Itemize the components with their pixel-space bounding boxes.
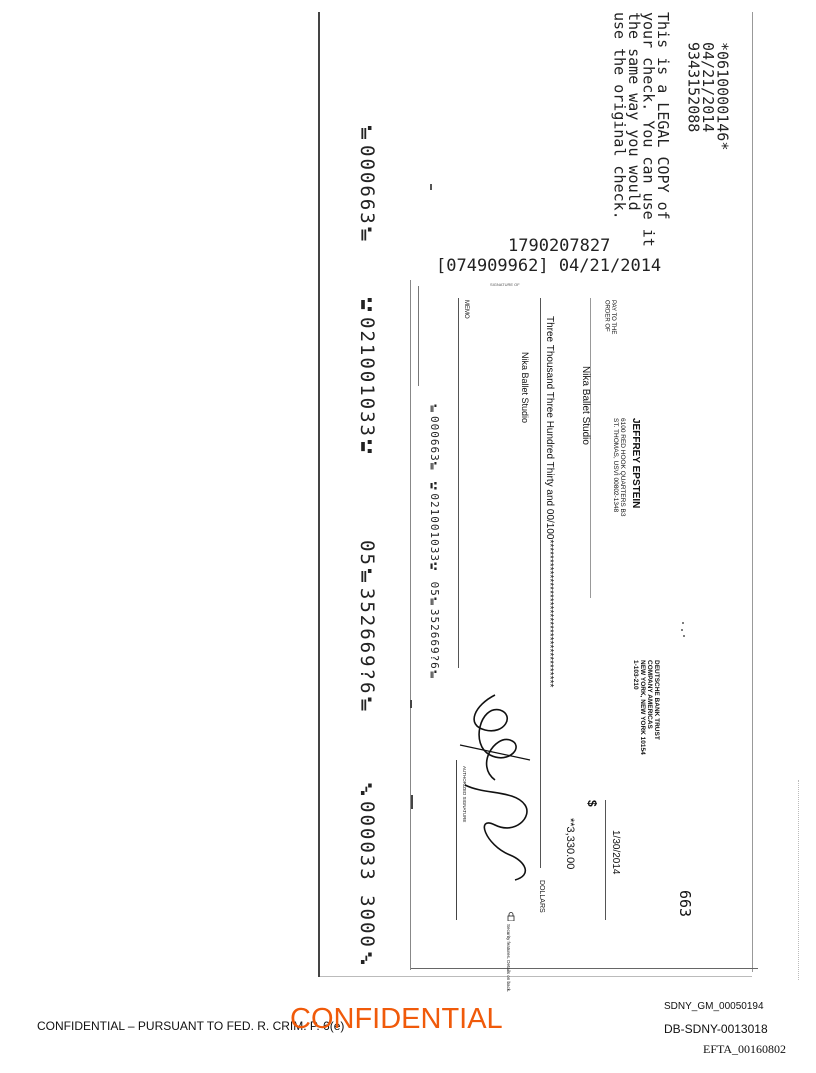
amount-words-line xyxy=(540,298,541,868)
payee-name: Nika Ballet Studio xyxy=(580,366,591,445)
endorsement-small-text: SIGNATURE OF xyxy=(490,282,520,287)
check-amount: **3,330.00 xyxy=(564,818,576,870)
memo-line xyxy=(458,298,459,668)
footer-confidential-notice: CONFIDENTIAL – PURSUANT TO FED. R. CRIM. P. 6(e) xyxy=(37,1019,345,1033)
page-bottom-border xyxy=(320,976,752,977)
endorsement-stamp: [074909962] 04/21/2014 xyxy=(436,256,662,276)
payer-address-line: 6100 RED HOOK QUARTERS B3 xyxy=(619,418,626,517)
payee-line xyxy=(590,298,591,598)
amount-in-words: Three Thousand Three Hundred Thirty and 00/100************************************** xyxy=(544,316,555,688)
legal-copy-line: This is a LEGAL COPY of xyxy=(654,12,672,220)
bank-line: NEW YORK, NEW YORK 10154 xyxy=(639,660,646,755)
check-edge xyxy=(410,968,758,969)
payer-name: JEFFREY EPSTEIN xyxy=(630,418,641,509)
footer-id-db-sdny: DB-SDNY-0013018 xyxy=(664,1022,768,1036)
page-right-border xyxy=(752,12,753,972)
memo-text: Nika Ballet Studio xyxy=(520,352,530,424)
signature-label: AUTHORIZED SIGNATURE xyxy=(462,766,467,823)
check-left-edge xyxy=(410,280,411,970)
legal-copy-line: your check. You can use it xyxy=(639,12,658,247)
dollars-label: DOLLARS xyxy=(538,880,545,913)
micr-serial: ⑈000663⑈ xyxy=(356,124,378,247)
check-micr-line: ⑈000663⑈ ⑆021001033⑆ 05⑈352669?6⑈ xyxy=(428,404,441,682)
scan-mark xyxy=(411,795,413,809)
handwritten-signature xyxy=(455,685,540,885)
bank-line: 1-103-210 xyxy=(632,660,639,690)
payer-address-line: ST. THOMAS, USVI 00802-1348 xyxy=(612,418,619,513)
micr-rule xyxy=(418,286,419,386)
bank-line: DEUTSCHE BANK TRUST xyxy=(653,660,660,740)
legal-copy-line: the same way you would xyxy=(625,12,643,211)
page-left-border xyxy=(318,12,320,977)
footer-id-sdny-gm: SDNY_GM_00050194 xyxy=(664,1001,764,1012)
sequence-block xyxy=(686,42,730,150)
scan-mark xyxy=(410,700,412,708)
bank-info xyxy=(632,660,660,755)
legal-copy-line: use the original check. xyxy=(610,12,629,220)
micr-account: 05⑈352669?6⑈ xyxy=(356,540,378,717)
sequence-id: 9343152088 xyxy=(684,42,703,133)
scan-mark xyxy=(430,184,432,190)
check-date: 1/30/2014 xyxy=(610,830,621,875)
sequence-date: 04/21/2014 xyxy=(699,42,717,133)
security-note: Security features. Details on back. xyxy=(506,924,511,993)
payer-address xyxy=(612,418,626,517)
endorsement-number: 1790207827 xyxy=(508,236,611,256)
padlock-icon xyxy=(507,912,515,921)
micr-amount: ⑇000033 3000⑇ xyxy=(356,780,378,970)
bank-line: COMPANY AMERICAS xyxy=(646,660,653,729)
sequence-number: *0610000146* xyxy=(713,42,732,151)
pay-to-label: PAY TO THE ORDER OF xyxy=(603,300,616,335)
scan-edge-dots xyxy=(798,780,800,980)
dollar-sign: $ xyxy=(585,800,599,807)
micr-routing: ⑆021001033⑆ xyxy=(356,296,378,459)
scan-mark xyxy=(680,620,686,640)
confidential-stamp: CONFIDENTIAL xyxy=(290,1003,503,1035)
check-number: 663 xyxy=(676,890,694,918)
memo-label: MEMO xyxy=(463,300,469,319)
footer-id-efta: EFTA_00160802 xyxy=(703,1042,787,1056)
date-line xyxy=(605,800,606,920)
legal-copy-notice xyxy=(612,12,670,247)
